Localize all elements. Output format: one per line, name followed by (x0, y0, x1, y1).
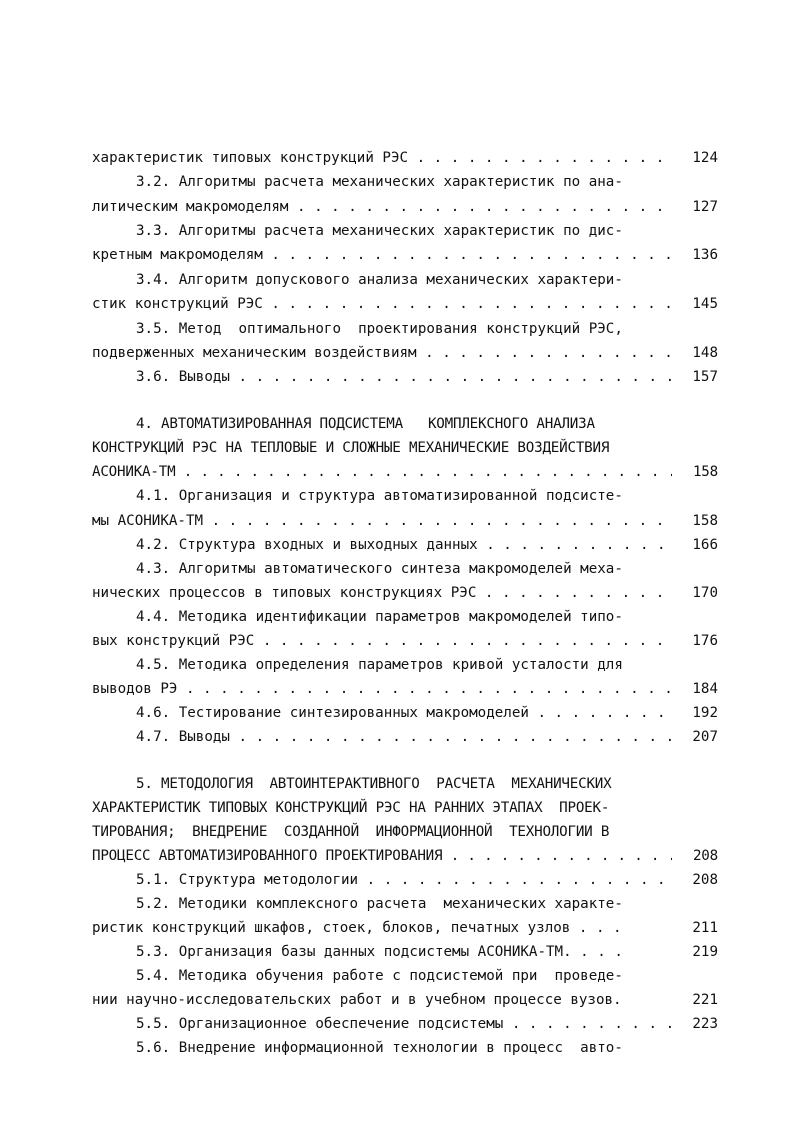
toc-page-number: 207 (692, 729, 718, 745)
toc-entry-4-2 (92, 533, 718, 557)
toc-chapter-4-title-line2 (92, 436, 718, 460)
toc-entry-5-6 (92, 1036, 718, 1060)
toc-entry-text: 5. МЕТОДОЛОГИЯ АВТОИНТЕРАКТИВНОГО РАСЧЕТА МЕХАНИЧЕСКИХ (136, 776, 612, 792)
toc-entry-4-1-end (92, 509, 718, 533)
toc-page-number: 192 (692, 705, 718, 721)
toc-entry-text: вых конструкций РЭС . . . (92, 629, 672, 653)
toc-entry-3-4-end (92, 292, 718, 316)
toc-entry-4-1 (92, 484, 718, 508)
toc-entry-3-3-end (92, 243, 718, 267)
toc-chapter-5-title-line3 (92, 820, 718, 844)
toc-page-number: 136 (692, 247, 718, 263)
toc-page-number: 208 (692, 848, 718, 864)
toc-page-number: 219 (692, 944, 718, 960)
toc-page-number: 211 (692, 920, 718, 936)
toc-page-number: 166 (692, 537, 718, 553)
toc-entry-text: 5.5. Организационное обеспечение подсистемы . . . (136, 1012, 672, 1036)
toc-entry-text: 5.1. Структура методологии . . . (136, 868, 672, 892)
toc-page-number: 208 (692, 872, 718, 888)
toc-chapter-4-title-end (92, 460, 718, 484)
toc-entry-5-4 (92, 964, 718, 988)
toc-entry-4-5 (92, 653, 718, 677)
toc-entry-3-1-end (92, 146, 718, 170)
toc-entry-4-4-end (92, 629, 718, 653)
toc-entry-3-4 (92, 268, 718, 292)
toc-entry-3-5 (92, 317, 718, 341)
toc-entry-3-5-end (92, 341, 718, 365)
toc-chapter-5-title-end (92, 844, 718, 868)
toc-entry-4-4 (92, 605, 718, 629)
toc-page-number: 148 (692, 345, 718, 361)
toc-entry-text: 5.4. Методика обучения работе с подсистемой при проведе- (136, 968, 623, 984)
toc-entry-3-6 (92, 365, 718, 389)
toc-page-number: 124 (692, 150, 718, 166)
toc-page-number: 184 (692, 681, 718, 697)
toc-chapter-5-title (92, 772, 718, 796)
toc-page-number: 158 (692, 513, 718, 529)
toc-entry-3-3 (92, 219, 718, 243)
toc-entry-text: 4.2. Структура входных и выходных данных . . . (136, 533, 672, 557)
toc-entry-5-2-end (92, 916, 718, 940)
toc-entry-text: 3.2. Алгоритмы расчета механических характеристик по ана- (136, 174, 623, 190)
toc-entry-text: ТИРОВАНИЯ; ВНЕДРЕНИЕ СОЗДАННОЙ ИНФОРМАЦИОННОЙ ТЕХНОЛОГИИ В (92, 824, 610, 840)
toc-entry-5-1 (92, 868, 718, 892)
toc-entry-text: подверженных механическим воздействиям . . . (92, 341, 672, 365)
toc-page-number: 158 (692, 464, 718, 480)
toc-entry-text: 3.4. Алгоритм допускового анализа механических характери- (136, 272, 623, 288)
toc-entry-text: 3.5. Метод оптимального проектирования конструкций РЭС, (136, 321, 623, 337)
toc-entry-text: КОНСТРУКЦИЙ РЭС НА ТЕПЛОВЫЕ И СЛОЖНЫЕ МЕХАНИЧЕСКИЕ ВОЗДЕЙСТВИЯ (92, 440, 610, 456)
toc-entry-text: выводов РЭ . . . (92, 677, 672, 701)
toc-entry-text: характеристик типовых конструкций РЭС . . . (92, 146, 672, 170)
toc-entry-text: АСОНИКА-ТМ . . . (92, 460, 672, 484)
toc-page-number: 157 (692, 369, 718, 385)
toc-page-number: 176 (692, 633, 718, 649)
toc-page-number: 223 (692, 1016, 718, 1032)
toc-entry-text: 5.2. Методики комплексного расчета механических характе- (136, 896, 623, 912)
toc-chapter-5-title-line2 (92, 796, 718, 820)
toc-entry-text: 3.3. Алгоритмы расчета механических характеристик по дис- (136, 223, 623, 239)
toc-entry-text: ристик конструкций шкафов, стоек, блоков, печатных узлов . . . (92, 920, 622, 936)
toc-entry-5-5 (92, 1012, 718, 1036)
toc-entry-4-3 (92, 557, 718, 581)
toc-entry-text: литическим макромоделям . . . (92, 195, 672, 219)
toc-entry-text: 4.7. Выводы . . . (136, 725, 672, 749)
toc-entry-text: 3.6. Выводы . . . (136, 365, 672, 389)
toc-entry-text: 4.3. Алгоритмы автоматического синтеза макромоделей меха- (136, 561, 623, 577)
toc-page-number: 170 (692, 585, 718, 601)
toc-chapter-4-title (92, 412, 718, 436)
toc-entry-text: 4.5. Методика определения параметров кривой усталости для (136, 657, 623, 673)
toc-entry-4-3-end (92, 581, 718, 605)
toc-entry-text: кретным макромоделям . . . (92, 243, 672, 267)
toc-entry-3-2 (92, 170, 718, 194)
toc-entry-text: 5.6. Внедрение информационной технологии в процесс авто- (136, 1040, 623, 1056)
toc-entry-text: 4.4. Методика идентификации параметров макромоделей типо- (136, 609, 623, 625)
toc-entry-text: стик конструкций РЭС . . . (92, 292, 672, 316)
toc-entry-5-4-end (92, 988, 718, 1012)
toc-entry-4-7 (92, 725, 718, 749)
toc-entry-text: 5.3. Организация базы данных подсистемы АСОНИКА-ТМ. . . . (136, 944, 623, 960)
toc-entry-4-6 (92, 701, 718, 725)
toc-page-number: 221 (692, 992, 718, 1008)
toc-entry-3-2-end (92, 195, 718, 219)
toc-entry-text: ПРОЦЕСС АВТОМАТИЗИРОВАННОГО ПРОЕКТИРОВАНИЯ . . . (92, 844, 672, 868)
toc-page-number: 145 (692, 296, 718, 312)
toc-entry-text: 4.1. Организация и структура автоматизированной подсисте- (136, 488, 623, 504)
toc-entry-text: мы АСОНИКА-ТМ . . . (92, 509, 672, 533)
toc-entry-5-2 (92, 892, 718, 916)
toc-entry-text: ХАРАКТЕРИСТИК ТИПОВЫХ КОНСТРУКЦИЙ РЭС НА РАННИХ ЭТАПАХ ПРОЕК- (92, 800, 610, 816)
toc-entry-text: нии научно-исследовательских работ и в учебном процессе вузов. (92, 992, 622, 1008)
toc-entry-text: нических процессов в типовых конструкциях РЭС . . . (92, 581, 672, 605)
toc-page-number: 127 (692, 199, 718, 215)
toc-entry-text: 4. АВТОМАТИЗИРОВАННАЯ ПОДСИСТЕМА КОМПЛЕКСНОГО АНАЛИЗА (136, 416, 595, 432)
toc-entry-4-5-end (92, 677, 718, 701)
toc-entry-5-3 (92, 940, 718, 964)
toc-entry-text: 4.6. Тестирование синтезированных макромоделей . . . (136, 701, 672, 725)
